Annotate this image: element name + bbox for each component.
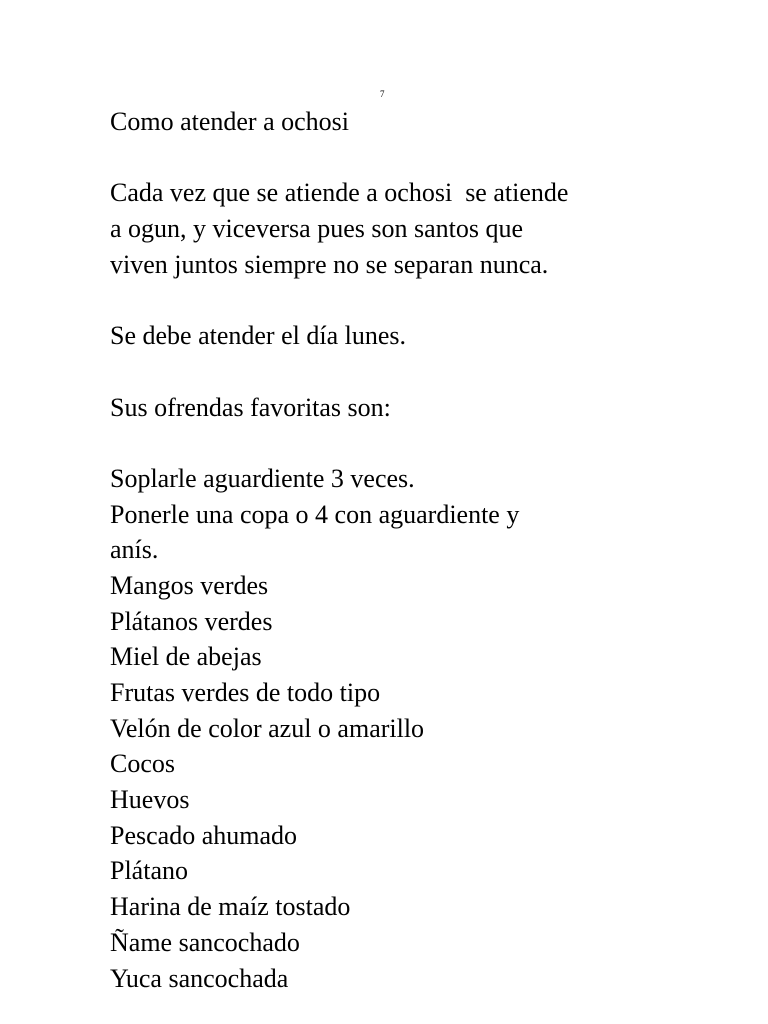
intro-line-3: viven juntos siempre no se separan nunca. <box>110 249 549 279</box>
page-number: 7 <box>380 89 385 99</box>
spacer <box>110 282 710 318</box>
document-body <box>110 104 710 996</box>
offering-item: Huevos <box>110 785 190 815</box>
offering-item: Soplarle aguardiente 3 veces. <box>110 463 415 493</box>
offerings-heading: Sus ofrendas favoritas son: <box>110 392 391 422</box>
intro-line-2: a ogun, y viceversa pues son santos que <box>110 214 524 244</box>
spacer <box>110 140 710 176</box>
offering-item: anís. <box>110 535 159 565</box>
offering-item: Plátano <box>110 856 188 886</box>
offering-item: Frutas verdes de todo tipo <box>110 678 381 707</box>
offering-item: Plátanos verdes <box>110 606 273 636</box>
offering-item: Cocos <box>110 749 175 779</box>
offering-item: Ñame sancochado <box>110 927 300 957</box>
spacer <box>110 354 710 390</box>
offering-item: Miel de abejas <box>110 642 262 672</box>
intro-line-1: Cada vez que se atiende a ochosi se atiende <box>110 178 569 208</box>
day-line: Se debe atender el día lunes. <box>110 321 406 351</box>
spacer <box>110 425 710 461</box>
offering-item: Velón de color azul o amarillo <box>110 713 425 743</box>
document-title: Como atender a ochosi <box>110 107 349 136</box>
offering-item: Pescado ahumado <box>110 820 298 850</box>
offering-item: Mangos verdes <box>110 570 269 600</box>
offering-item: Yuca sancochada <box>110 963 289 993</box>
offering-item: Harina de maíz tostado <box>110 892 351 922</box>
offering-item: Ponerle una copa o 4 con aguardiente y <box>110 499 520 529</box>
